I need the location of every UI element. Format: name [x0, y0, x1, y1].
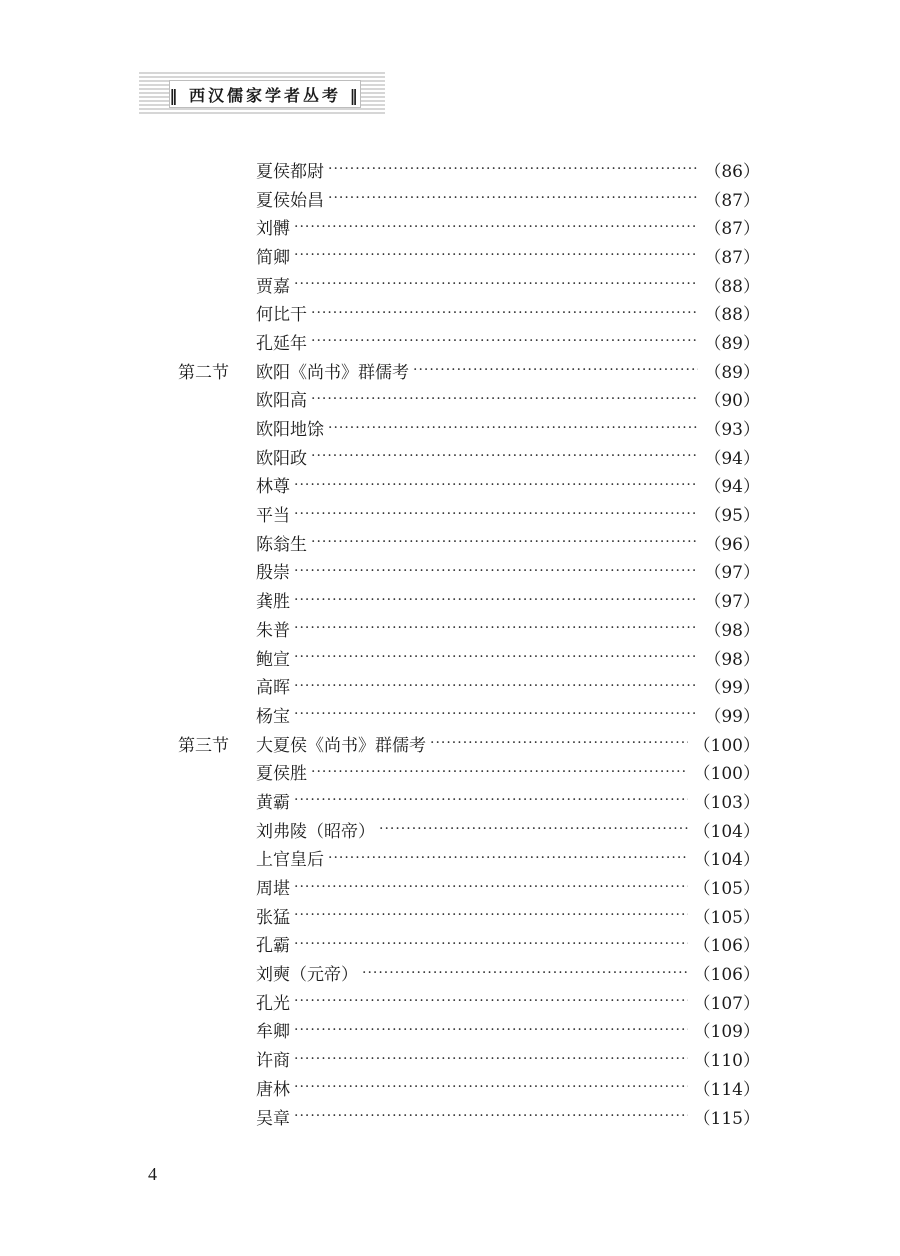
toc-leader-dots	[294, 1022, 688, 1038]
toc-section-label: 第三节	[178, 735, 229, 756]
toc-leader-dots	[294, 506, 698, 522]
toc-page-number: （100）	[693, 735, 760, 756]
toc-entry	[256, 759, 760, 784]
toc-entry	[256, 472, 760, 497]
toc-entry-row	[178, 930, 760, 959]
toc-leader-dots	[294, 1108, 688, 1124]
toc-leader-dots	[328, 420, 698, 436]
toc-entry-title: 许商	[256, 1051, 290, 1072]
toc-entry	[256, 300, 760, 325]
toc-page-number: （94）	[704, 448, 760, 469]
toc-entry-row	[178, 528, 760, 557]
toc-entry-row	[178, 385, 760, 414]
toc-entry	[256, 845, 760, 870]
toc-entry	[256, 329, 760, 354]
toc-entry	[256, 214, 760, 239]
toc-page-number: （87）	[704, 190, 760, 211]
toc-entry	[256, 731, 760, 756]
toc-entry-row	[178, 327, 760, 356]
toc-entry-title: 夏侯胜	[256, 764, 307, 785]
toc-entry	[256, 702, 760, 727]
toc-entry	[256, 903, 760, 928]
toc-entry	[256, 616, 760, 641]
toc-entry	[256, 931, 760, 956]
toc-leader-dots	[294, 477, 698, 493]
toc-entry-title: 欧阳政	[256, 448, 307, 469]
toc-entry	[256, 1104, 760, 1129]
toc-leader-dots	[430, 735, 688, 751]
toc-page-number: （99）	[704, 678, 760, 699]
toc-entry-row	[178, 901, 760, 930]
toc-entry-title: 刘弗陵（昭帝）	[256, 821, 375, 842]
toc-entry-title: 孔光	[256, 993, 290, 1014]
toc-entry	[256, 386, 760, 411]
toc-leader-dots	[294, 1051, 688, 1067]
toc-entry-title: 林尊	[256, 477, 290, 498]
toc-entry-title: 朱普	[256, 620, 290, 641]
toc-entry-row	[178, 872, 760, 901]
toc-leader-dots	[294, 620, 698, 636]
toc-entry-title: 鲍宣	[256, 649, 290, 670]
toc-leader-dots	[294, 563, 698, 579]
toc-entry-title: 何比干	[256, 305, 307, 326]
toc-entry-title: 简卿	[256, 247, 290, 268]
toc-entry-title: 殷崇	[256, 563, 290, 584]
toc-page-number: （95）	[704, 506, 760, 527]
toc-entry	[256, 874, 760, 899]
toc-page-number: （110）	[693, 1051, 760, 1072]
toc-entry	[256, 788, 760, 813]
toc-entry-row	[178, 1044, 760, 1073]
toc-entry	[256, 989, 760, 1014]
toc-page-number: （115）	[693, 1108, 760, 1129]
toc-page-number: （103）	[693, 792, 760, 813]
toc-entry	[256, 1046, 760, 1071]
toc-leader-dots	[294, 219, 698, 235]
toc-entry	[256, 960, 760, 985]
toc-page-number: （114）	[693, 1079, 760, 1100]
toc-page-number: （104）	[693, 821, 760, 842]
toc-page-number: （98）	[704, 649, 760, 670]
toc-entry-title: 杨宝	[256, 706, 290, 727]
toc-page-number: （109）	[693, 1022, 760, 1043]
toc-leader-dots	[362, 965, 688, 981]
toc-page-number: （105）	[693, 879, 760, 900]
toc-page-number: （86）	[704, 161, 760, 182]
toc-entry-title: 龚胜	[256, 592, 290, 613]
toc-entry	[256, 444, 760, 469]
toc-page-number: （90）	[704, 391, 760, 412]
toc-section-row	[178, 729, 760, 758]
toc-leader-dots	[311, 391, 698, 407]
toc-entry-row	[178, 987, 760, 1016]
toc-leader-dots	[294, 1079, 688, 1095]
toc-leader-dots	[379, 821, 688, 837]
toc-entry	[256, 645, 760, 670]
toc-page-number: （94）	[704, 477, 760, 498]
toc-entry-row	[178, 700, 760, 729]
toc-entry-row	[178, 241, 760, 270]
toc-page-number: （89）	[704, 362, 760, 383]
header-title-box	[169, 80, 361, 108]
toc-entry-row	[178, 184, 760, 213]
toc-leader-dots	[311, 333, 698, 349]
toc-entry	[256, 1075, 760, 1100]
toc-entry-row	[178, 155, 760, 184]
toc-entry-row	[178, 757, 760, 786]
toc-entry	[256, 530, 760, 555]
toc-page-number: （100）	[693, 764, 760, 785]
toc-entry	[256, 186, 760, 211]
toc-entry	[256, 673, 760, 698]
toc-entry-title: 贾嘉	[256, 276, 290, 297]
toc-entry-row	[178, 1073, 760, 1102]
toc-leader-dots	[413, 362, 698, 378]
toc-leader-dots	[294, 706, 698, 722]
toc-entry-row	[178, 499, 760, 528]
toc-entry-title: 平当	[256, 506, 290, 527]
toc-entry-title: 孔霸	[256, 936, 290, 957]
toc-entry	[256, 157, 760, 182]
toc-entry-row	[178, 614, 760, 643]
toc-entry-row	[178, 413, 760, 442]
toc-leader-dots	[311, 764, 688, 780]
toc-entry-title: 夏侯始昌	[256, 190, 324, 211]
toc-entry-row	[178, 958, 760, 987]
toc-page-number: （107）	[693, 993, 760, 1014]
toc-entry-title: 孔延年	[256, 333, 307, 354]
book-series-title: ‖ 西汉儒家学者丛考 ‖	[169, 85, 361, 105]
toc-leader-dots	[328, 190, 698, 206]
toc-entry	[256, 272, 760, 297]
toc-entry-row	[178, 844, 760, 873]
toc-entry-title: 欧阳地馀	[256, 420, 324, 441]
toc-entry-row	[178, 557, 760, 586]
toc-entry-row	[178, 1016, 760, 1045]
toc-leader-dots	[294, 276, 698, 292]
toc-page-number: （88）	[704, 305, 760, 326]
toc-page-number: （105）	[693, 907, 760, 928]
toc-entry-row	[178, 212, 760, 241]
toc-entry-title: 黄霸	[256, 792, 290, 813]
toc-entry-row	[178, 643, 760, 672]
toc-leader-dots	[328, 850, 688, 866]
toc-page-number: （104）	[693, 850, 760, 871]
toc-entry-title: 唐林	[256, 1079, 290, 1100]
table-of-contents	[178, 155, 760, 1130]
toc-leader-dots	[294, 792, 688, 808]
toc-page-number: （88）	[704, 276, 760, 297]
toc-leader-dots	[294, 678, 698, 694]
toc-page-number: （106）	[693, 936, 760, 957]
toc-page-number: （97）	[704, 592, 760, 613]
toc-entry-title: 周堪	[256, 879, 290, 900]
toc-entry-title: 欧阳高	[256, 391, 307, 412]
toc-page-number: （97）	[704, 563, 760, 584]
toc-entry-row	[178, 585, 760, 614]
toc-entry-title: 陈翁生	[256, 534, 307, 555]
toc-entry-title: 大夏侯《尚书》群儒考	[256, 735, 426, 756]
toc-leader-dots	[294, 993, 688, 1009]
toc-page-number: （99）	[704, 706, 760, 727]
toc-page-number: （89）	[704, 333, 760, 354]
toc-page-number: （87）	[704, 247, 760, 268]
toc-entry	[256, 558, 760, 583]
page-number: 4	[148, 1164, 157, 1184]
toc-entry	[256, 358, 760, 383]
toc-entry-title: 刘奭（元帝）	[256, 965, 358, 986]
toc-entry-row	[178, 442, 760, 471]
toc-entry-title: 上官皇后	[256, 850, 324, 871]
toc-entry	[256, 1017, 760, 1042]
toc-entry	[256, 501, 760, 526]
toc-leader-dots	[294, 907, 688, 923]
toc-page-number: （96）	[704, 534, 760, 555]
toc-entry	[256, 587, 760, 612]
toc-page-number: （87）	[704, 219, 760, 240]
toc-leader-dots	[294, 592, 698, 608]
toc-entry-row	[178, 471, 760, 500]
toc-entry-title: 高晖	[256, 678, 290, 699]
toc-leader-dots	[311, 305, 698, 321]
toc-entry-row	[178, 815, 760, 844]
toc-entry	[256, 817, 760, 842]
toc-entry-title: 张猛	[256, 907, 290, 928]
toc-leader-dots	[311, 534, 698, 550]
toc-entry-title: 牟卿	[256, 1022, 290, 1043]
toc-leader-dots	[294, 649, 698, 665]
toc-entry-row	[178, 1102, 760, 1131]
toc-leader-dots	[294, 879, 688, 895]
toc-entry-row	[178, 786, 760, 815]
toc-entry-title: 夏侯都尉	[256, 161, 324, 182]
toc-leader-dots	[294, 936, 688, 952]
toc-entry	[256, 415, 760, 440]
toc-leader-dots	[328, 161, 698, 177]
toc-leader-dots	[294, 247, 698, 263]
toc-entry-row	[178, 270, 760, 299]
toc-entry-title: 刘髆	[256, 219, 290, 240]
toc-section-label: 第二节	[178, 362, 229, 383]
toc-section-row	[178, 356, 760, 385]
toc-leader-dots	[311, 448, 698, 464]
toc-page-number: （106）	[693, 965, 760, 986]
toc-page-number: （93）	[704, 420, 760, 441]
toc-entry-title: 吴章	[256, 1108, 290, 1129]
running-header	[139, 72, 385, 114]
toc-entry	[256, 243, 760, 268]
toc-entry-row	[178, 671, 760, 700]
toc-entry-row	[178, 298, 760, 327]
toc-entry-title: 欧阳《尚书》群儒考	[256, 362, 409, 383]
toc-page-number: （98）	[704, 620, 760, 641]
